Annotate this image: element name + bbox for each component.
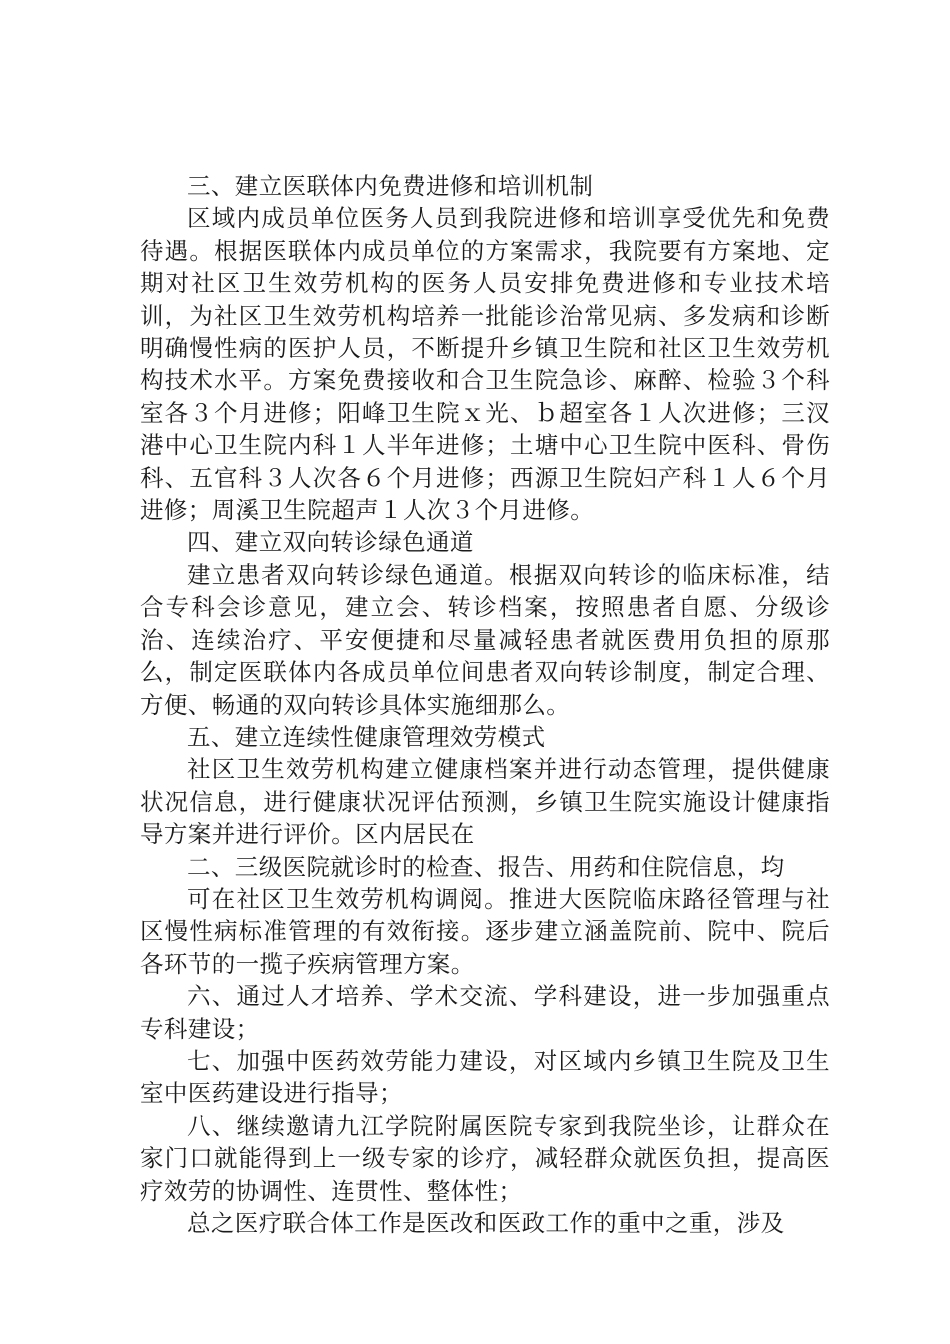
body-paragraph: 总之医疗联合体工作是医改和医政工作的重中之重，涉及: [187, 1209, 785, 1237]
body-paragraph: 六、通过人才培养、学术交流、学科建设，进一步加强重点专科建设；: [140, 982, 830, 1043]
section-heading: 五、建立连续性健康管理效劳模式: [187, 722, 546, 751]
body-paragraph: 社区卫生效劳机构建立健康档案并进行动态管理，提供健康状况信息，进行健康状况评估预测，乡镇卫生院实施设计健康指导方案并进行评价。区内居民在: [140, 755, 830, 849]
section-heading: 三、建立医联体内免费进修和培训机制: [187, 172, 594, 200]
body-paragraph: 八、继续邀请九江学院附属医院专家到我院坐诊，让群众在家门口就能得到上一级专家的诊疗，减轻群众就医负担，提高医疗效劳的协调性、连贯性、整体性；: [140, 1111, 830, 1205]
body-paragraph: 区域内成员单位医务人员到我院进修和培训享受优先和免费待遇。根据医联体内成员单位的方案需求，我院要有方案地、定期对社区卫生效劳机构的医务人员安排免费进修和专业技术培训，为社区卫生效劳机构培养一批能诊治常见病、多发病和诊断明确慢性病的医护人员，不断提升乡镇卫生院和社区卫生效劳机构技术水平。方案免费接收和合卫生院急诊、麻醉、检验３个科室各３个月进修；阳峰卫生院ｘ光、ｂ超室各１人次进修；三汊港中心卫生院内科１人半年进修；土塘中心卫生院中医科、骨伤科、五官科３人次各６个月进修；西源卫生院妇产科１人６个月进修；周溪卫生院超声１人次３个月进修。: [140, 204, 830, 525]
body-paragraph: 可在社区卫生效劳机构调阅。推进大医院临床路径管理与社区慢性病标准管理的有效衔接。逐步建立涵盖院前、院中、院后各环节的一揽子疾病管理方案。: [140, 884, 830, 978]
body-paragraph: 七、加强中医药效劳能力建设，对区域内乡镇卫生院及卫生室中医药建设进行指导；: [140, 1046, 830, 1108]
body-paragraph: 建立患者双向转诊绿色通道。根据双向转诊的临床标准，结合专科会诊意见，建立会、转诊档案，按照患者自愿、分级诊治、连续治疗、平安便捷和尽量减轻患者就医费用负担的原那么，制定医联体内各成员单位间患者双向转诊制度，制定合理、方便、畅通的双向转诊具体实施细那么。: [140, 560, 830, 719]
section-heading: 四、建立双向转诊绿色通道: [187, 528, 474, 557]
document-body: [140, 170, 830, 1239]
body-paragraph: 二、三级医院就诊时的检查、报告、用药和住院信息，均: [187, 852, 785, 881]
